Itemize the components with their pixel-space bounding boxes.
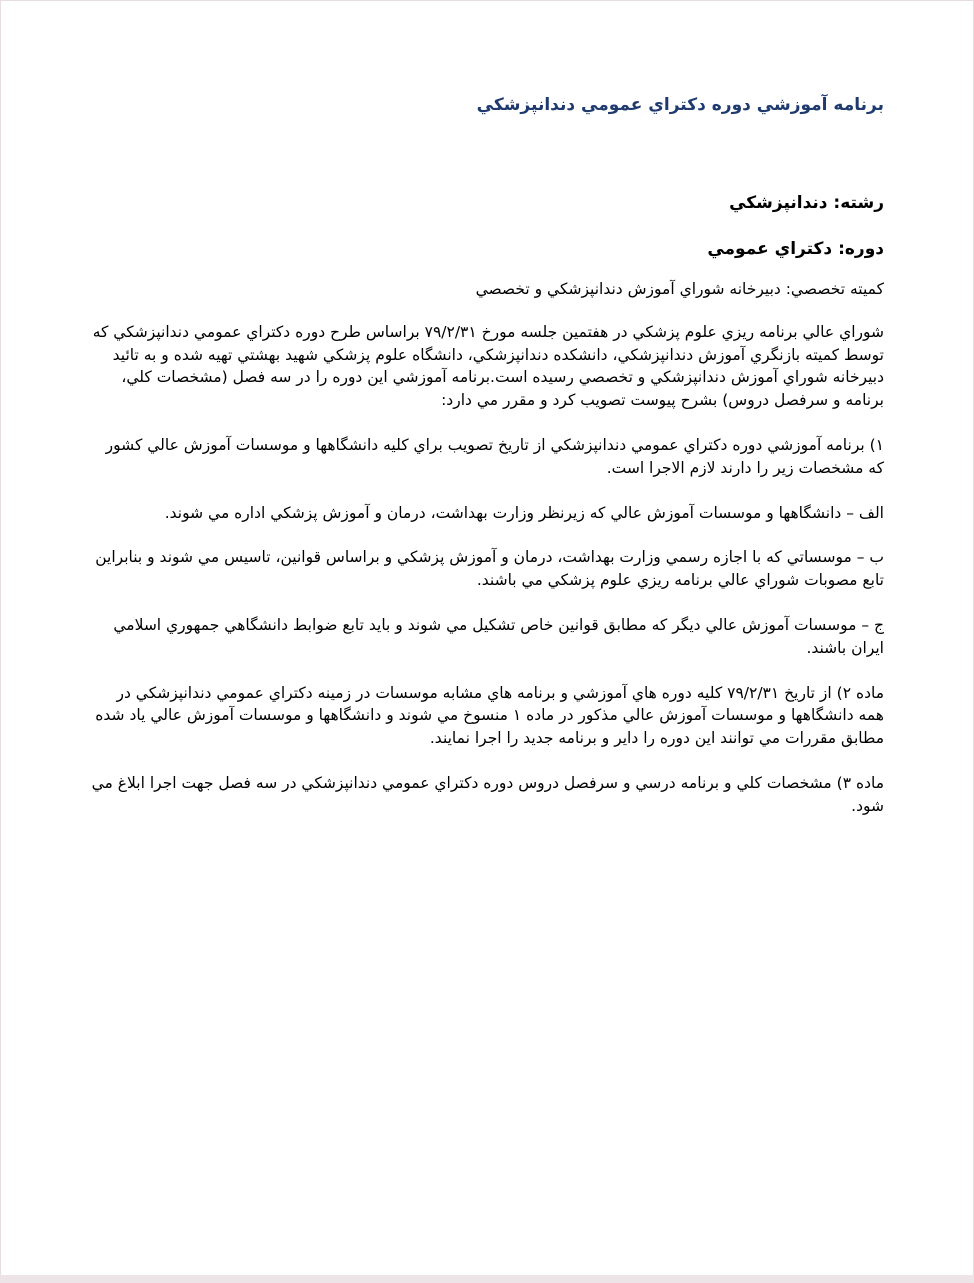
- document-body: [90, 92, 884, 840]
- clause-alef-paragraph: الف – دانشگاهها و موسسات آموزش عالي كه زيرنظر وزارت بهداشت، درمان و آموزش پزشكي اداره مي شوند.: [164, 503, 884, 522]
- article-1-paragraph: ۱) برنامه آموزشي دوره دكتراي عمومي دندانپزشكي از تاريخ تصويب براي كليه دانشگاهها و موسسات آموزش عالي كشور كه مشخصات زير را دارند لازم الاجرا است.: [105, 435, 884, 477]
- article-3-paragraph: ماده ۳) مشخصات كلي و برنامه درسي و سرفصل دروس دوره دكتراي عمومي دندانپزشكي در سه فصل جهت اجرا ابلاغ مي شود.: [91, 773, 884, 815]
- field-heading: رشته: دندانپزشكي: [729, 193, 884, 213]
- page-bottom-edge: [0, 1275, 974, 1283]
- clause-be-paragraph: ب – موسساتي كه با اجازه رسمي وزارت بهداشت، درمان و آموزش پزشكي و براساس قوانين، تاسيس مي شوند و بنابراين تابع مصوبات شوراي عالي برنامه ريزي علوم پزشكي مي باشند.: [95, 548, 884, 590]
- course-heading: دوره: دكتراي عمومي: [707, 239, 884, 259]
- article-2-paragraph: ماده ۲) از تاريخ ۷۹/۲/۳۱ كليه دوره هاي آموزشي و برنامه هاي مشابه موسسات در زمينه دكتراي عمومي دندانپزشكي در همه دانشگاهها و موسسات آموزش عالي مذكور در ماده ۱ منسوخ مي شوند و دانشگاهها و موسسات آموزش عالي ياد شده مطابق مقررات مي توانند اين دوره را داير و برنامه جديد را اجرا نمايند.: [95, 683, 884, 748]
- document-title: برنامه آموزشي دوره دكتراي عمومي دندانپزشكي: [476, 95, 884, 115]
- intro-paragraph: شوراي عالي برنامه ريزي علوم پزشكي در هفتمين جلسه مورخ ۷۹/۲/۳۱ براساس طرح دوره دكتراي عمومي دندانپزشكي كه توسط كميته بازنگري آموزش دندانپزشكي، دانشكده دندانپزشكي، دانشگاه علوم پزشكي شهيد بهشتي تهيه شده و به تائيد دبيرخانه شوراي آموزش دندانپزشكي و تخصصي رسيده است.برنامه آموزشي اين دوره را در سه فصل (مشخصات كلي، برنامه و سرفصل دروس) بشرح پيوست تصويب كرد و مقرر مي دارد:: [92, 322, 884, 410]
- committee-line: كميته تخصصي: دبيرخانه شوراي آموزش دندانپزشكي و تخصصي: [475, 280, 884, 298]
- clause-jim-paragraph: ج – موسسات آموزش عالي ديگر كه مطابق قوانين خاص تشكيل مي شوند و بايد تابع ضوابط دانشگاهي جمهوري اسلامي ايران باشند.: [113, 615, 884, 657]
